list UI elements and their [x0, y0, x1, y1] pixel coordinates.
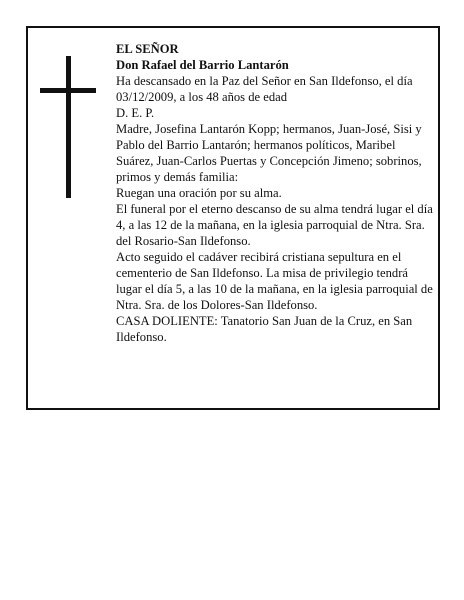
cross-icon: [40, 56, 96, 198]
burial-and-mass-details: Acto seguido el cadáver recibirá cristiana sepultura en el cementerio de San Ildefonso. La misa de privilegio tendrá lugar el día 5, a las 10 de la mañana, en la iglesia parroquial de Ntra. Sra. de los Dolores-San Ildefonso.: [116, 250, 433, 312]
prayer-request: Ruegan una oración por su alma.: [116, 186, 282, 200]
dep-line: D. E. P.: [116, 106, 155, 120]
casa-doliente: CASA DOLIENTE: Tanatorio San Juan de la Cruz, en San Ildefonso.: [116, 314, 413, 344]
funeral-details: El funeral por el eterno descanso de su alma tendrá lugar el día 4, a las 12 de la mañana, en la iglesia parroquial de Ntra. Sra. del Rosario-San Ildefonso.: [116, 202, 433, 248]
notice-title: EL SEÑOR: [116, 42, 179, 56]
family-list: Madre, Josefina Lantarón Kopp; hermanos, Juan-José, Sisi y Pablo del Barrio Lantarón; hermanos políticos, Maribel Suárez, Juan-Carlos Puertas y Concepción Jimeno; sobrinos, primos y demás familia:: [116, 122, 422, 184]
notice-text: [116, 41, 434, 345]
cross-vertical-bar: [66, 56, 71, 198]
obituary-notice: [26, 26, 440, 410]
death-statement: Ha descansado en la Paz del Señor en San Ildefonso, el día 03/12/2009, a los 48 años de edad: [116, 74, 413, 104]
deceased-name: Don Rafael del Barrio Lantarón: [116, 58, 289, 72]
cross-horizontal-bar: [40, 88, 96, 93]
